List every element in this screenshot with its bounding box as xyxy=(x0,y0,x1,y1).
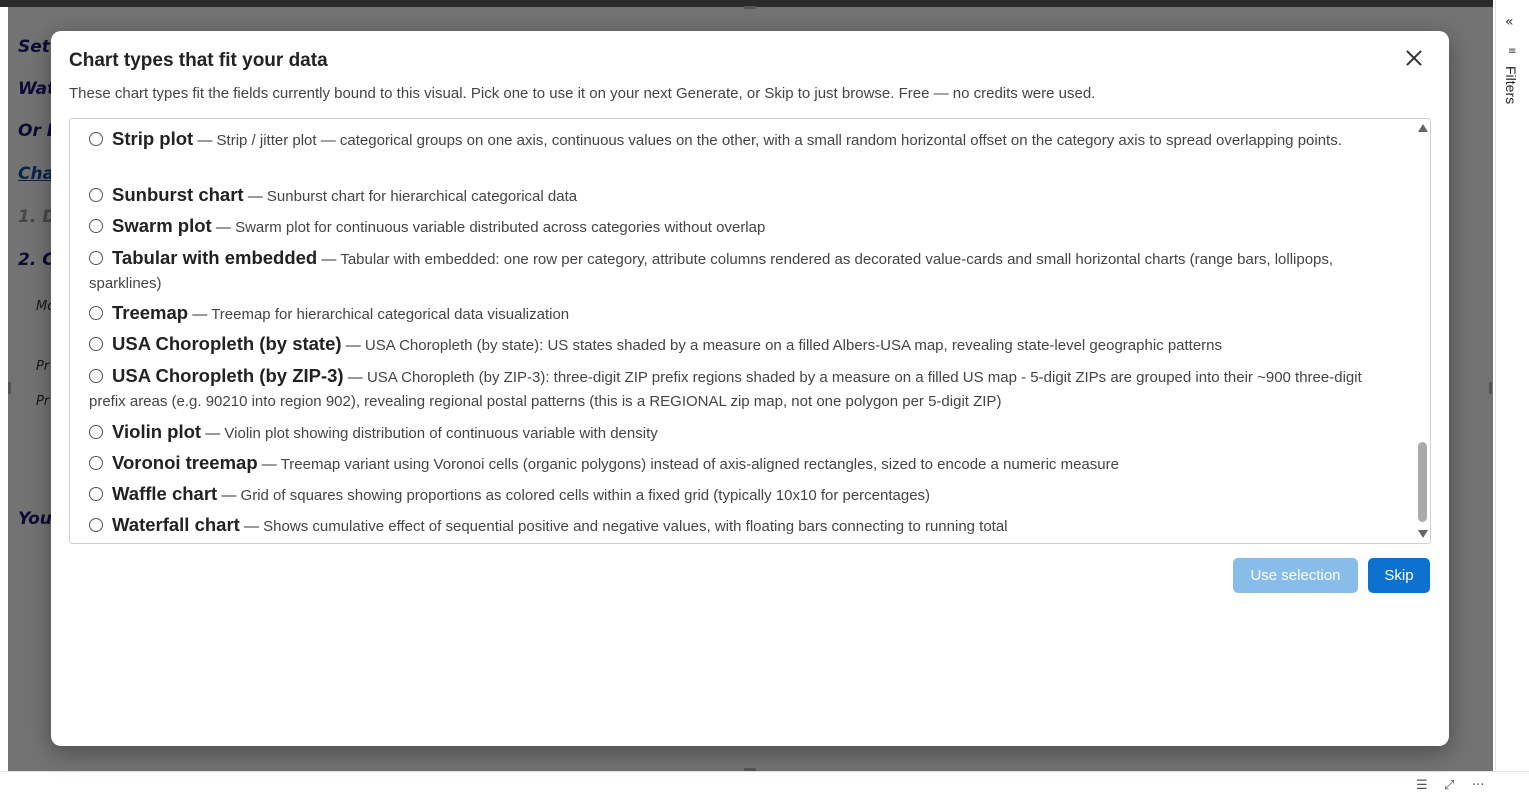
option-separator: — xyxy=(205,425,221,442)
chart-option-violin-plot[interactable] xyxy=(89,420,1399,446)
option-name: Voronoi treemap xyxy=(112,452,258,473)
radio-button[interactable] xyxy=(89,425,103,439)
radio-button[interactable] xyxy=(89,306,103,320)
radio-button[interactable] xyxy=(89,456,103,470)
chart-option-usa-choropleth-state[interactable] xyxy=(89,332,1399,358)
list-scrollbar[interactable] xyxy=(1415,119,1431,543)
option-description: Swarm plot for continuous variable distributed across categories without overlap xyxy=(235,219,766,236)
option-separator: — xyxy=(247,188,263,205)
scroll-down-arrow-icon[interactable] xyxy=(1418,530,1428,538)
radio-button[interactable] xyxy=(89,337,103,351)
option-name: Swarm plot xyxy=(112,215,212,236)
option-description: Tabular with embedded: one row per category, attribute columns rendered as decorated value-cards and small horizontal charts (range bars, lollipops, sparklines) xyxy=(89,251,1334,292)
option-name: Waffle chart xyxy=(112,483,218,504)
visual-footer-bar xyxy=(0,771,1529,799)
resize-handle-right[interactable] xyxy=(1489,382,1492,394)
scrollbar-thumb[interactable] xyxy=(1418,442,1427,522)
chart-option-waffle-chart[interactable] xyxy=(89,482,1399,508)
radio-button[interactable] xyxy=(89,251,103,265)
chart-types-dialog xyxy=(51,31,1449,746)
option-separator: — xyxy=(221,487,237,504)
double-chevron-left-icon[interactable]: « xyxy=(1505,14,1514,30)
chart-option-waterfall-chart[interactable] xyxy=(89,513,1399,539)
option-description: Treemap variant using Voronoi cells (organic polygons) instead of axis-aligned rectangles, sized to encode a numeric measure xyxy=(280,456,1119,473)
scroll-up-arrow-icon[interactable] xyxy=(1418,124,1428,132)
chart-option-usa-choropleth-zip3[interactable] xyxy=(89,364,1399,414)
option-description: USA Choropleth (by ZIP-3): three-digit ZIP prefix regions shaded by a measure on a filled US map - 5-digit ZIPs are grouped into their ~900 three-digit prefix areas (e.g. 90210 into region 902), revealing regional postal patterns (this is a REGIONAL zip map, not one polygon per 5-digit ZIP) xyxy=(89,369,1362,410)
resize-handle-left[interactable] xyxy=(8,382,11,394)
chart-option-strip-plot[interactable] xyxy=(89,127,1399,153)
option-separator: — xyxy=(261,456,277,473)
chart-option-sunburst-chart[interactable] xyxy=(89,183,1399,209)
option-name: Sunburst chart xyxy=(112,184,244,205)
radio-button[interactable] xyxy=(89,487,103,501)
option-separator: — xyxy=(192,306,208,323)
dialog-title: Chart types that fit your data xyxy=(69,50,328,71)
dialog-subtitle: These chart types fit the fields currently bound to this visual. Pick one to use it on your next Generate, or Skip to just browse. Free — no credits were used. xyxy=(69,85,1096,102)
option-separator: — xyxy=(345,337,361,354)
option-separator: — xyxy=(244,518,259,535)
option-description: Sunburst chart for hierarchical categorical data xyxy=(266,188,578,205)
focus-mode-icon[interactable]: ⤢ xyxy=(1444,778,1455,793)
option-name: Violin plot xyxy=(112,421,202,442)
filter-icon[interactable]: ☰ xyxy=(1416,778,1428,793)
option-description: Shows cumulative effect of sequential positive and negative values, with floating bars connecting to running total xyxy=(263,518,1008,535)
option-separator: — xyxy=(321,251,337,268)
option-separator: — xyxy=(215,219,231,236)
chart-type-list-viewport xyxy=(70,119,1415,543)
option-name: USA Choropleth (by ZIP-3) xyxy=(112,365,344,386)
chart-option-voronoi-treemap[interactable] xyxy=(89,451,1399,477)
resize-handle-top[interactable] xyxy=(744,6,756,9)
radio-button[interactable] xyxy=(89,188,103,202)
radio-button[interactable] xyxy=(89,369,103,383)
radio-button[interactable] xyxy=(89,219,103,233)
option-description: Violin plot showing distribution of continuous variable with density xyxy=(224,425,658,442)
option-name: USA Choropleth (by state) xyxy=(112,333,342,354)
radio-button[interactable] xyxy=(89,132,103,146)
option-name: Waterfall chart xyxy=(112,514,240,535)
more-options-icon[interactable]: ··· xyxy=(1472,778,1485,793)
option-separator: — xyxy=(347,369,363,386)
skip-button[interactable]: Skip xyxy=(1368,558,1430,593)
close-icon[interactable] xyxy=(1402,46,1426,70)
option-description: Treemap for hierarchical categorical data visualization xyxy=(211,306,570,323)
option-description: Strip / jitter plot — categorical groups on one axis, continuous values on the other, with a small random horizontal offset on the category axis to spread overlapping points. xyxy=(216,132,1342,149)
option-separator: — xyxy=(197,132,213,149)
option-name: Tabular with embedded xyxy=(112,247,318,268)
chart-type-list[interactable] xyxy=(69,118,1431,544)
use-selection-button[interactable]: Use selection xyxy=(1233,558,1358,593)
filter-icon: ≡ xyxy=(1508,46,1517,57)
option-description: USA Choropleth (by state): US states shaded by a measure on a filled Albers-USA map, revealing state-level geographic patterns xyxy=(364,337,1223,354)
chart-option-treemap[interactable] xyxy=(89,301,1399,327)
option-description: Grid of squares showing proportions as colored cells within a fixed grid (typically 10x10 for percentages) xyxy=(240,487,931,504)
radio-button[interactable] xyxy=(89,518,103,532)
chart-option-swarm-plot[interactable] xyxy=(89,214,1399,240)
filters-label[interactable]: Filters xyxy=(1503,66,1519,105)
option-name: Strip plot xyxy=(112,128,194,149)
chart-option-tabular-with-embedded[interactable] xyxy=(89,246,1399,296)
filters-pane xyxy=(1495,0,1529,770)
option-name: Treemap xyxy=(112,302,189,323)
